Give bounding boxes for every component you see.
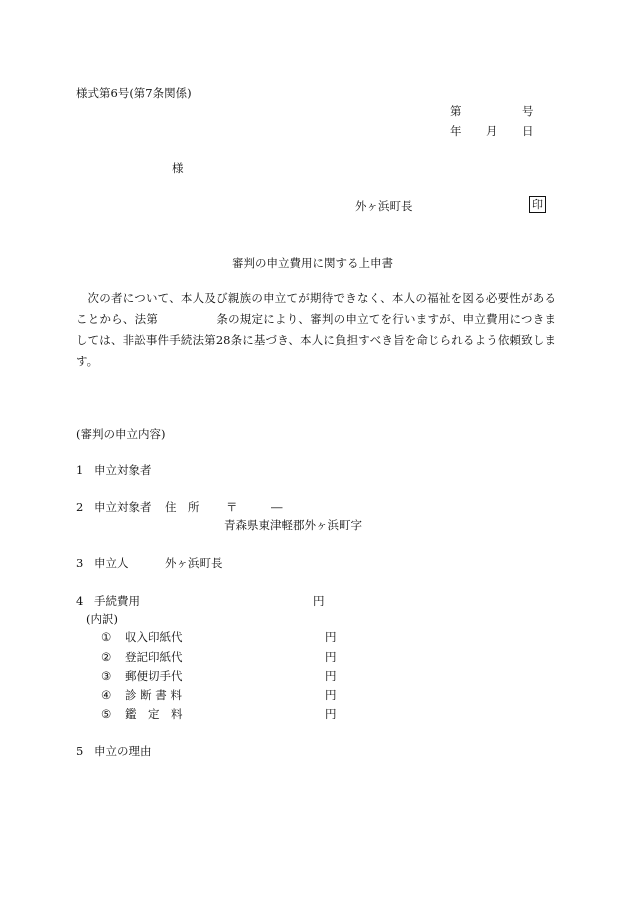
item-1-label: 申立対象者	[94, 463, 152, 477]
postal-mark: 〒	[226, 500, 238, 514]
issuer: 外ヶ浜町長	[355, 199, 413, 213]
date-year: 年	[450, 124, 462, 138]
breakdown-5-mark: ⑤	[101, 707, 112, 721]
breakdown-2-unit: 円	[325, 650, 337, 664]
body-paragraph	[76, 288, 556, 372]
breakdown-1-unit: 円	[325, 630, 337, 644]
item-5-label: 申立の理由	[94, 744, 152, 758]
breakdown-3-label: 郵便切手代	[125, 669, 183, 683]
item-3-label: 申立人	[94, 556, 129, 570]
breakdown-label: (内訳)	[86, 612, 118, 626]
breakdown-2-label: 登記印紙代	[125, 650, 183, 664]
breakdown-4-label: 診 断 書 料	[125, 688, 182, 702]
item-5-number: 5	[76, 744, 84, 758]
date-day: 日	[522, 124, 534, 138]
breakdown-4-mark: ④	[101, 688, 112, 702]
date-month: 月	[486, 124, 498, 138]
breakdown-3-unit: 円	[325, 669, 337, 683]
form-id: 様式第6号(第7条関係)	[76, 86, 192, 100]
number-dai: 第	[450, 104, 462, 118]
address-value: 青森県東津軽郡外ヶ浜町字	[224, 518, 362, 532]
breakdown-3-mark: ③	[101, 669, 112, 683]
breakdown-1-mark: ①	[101, 630, 112, 644]
body-part2: 条の規定により、審判の申立てを行いますが、申立費用につきましては、非訟事件手続法第28条に基づき、本人に負担すべき旨を命じられるよう依頼致します。	[76, 312, 556, 368]
section-heading: (審判の申立内容)	[76, 427, 166, 441]
applicant-value: 外ヶ浜町長	[165, 556, 223, 570]
item-4-label: 手続費用	[94, 594, 140, 608]
address-label: 住 所	[165, 500, 200, 514]
number-go: 号	[522, 104, 534, 118]
document-title: 審判の申立費用に関する上申書	[232, 256, 393, 270]
item-4-unit: 円	[313, 594, 325, 608]
breakdown-5-unit: 円	[325, 707, 337, 721]
item-4-number: 4	[76, 594, 84, 608]
breakdown-1-label: 収入印紙代	[125, 630, 183, 644]
postal-dash: ―	[271, 500, 283, 514]
item-1-number: 1	[76, 463, 84, 477]
breakdown-5-label: 鑑 定 料	[125, 707, 183, 721]
item-2-number: 2	[76, 500, 84, 514]
item-2-label: 申立対象者	[94, 500, 152, 514]
body-part1: 次の者について、本人及び親族の申立てが期待できなく、本人の福祉を図る必要性があることから、法第	[76, 291, 556, 326]
seal-mark: 印	[529, 196, 546, 213]
breakdown-2-mark: ②	[101, 650, 112, 664]
addressee-suffix: 様	[172, 161, 184, 175]
breakdown-4-unit: 円	[325, 688, 337, 702]
item-3-number: 3	[76, 556, 84, 570]
